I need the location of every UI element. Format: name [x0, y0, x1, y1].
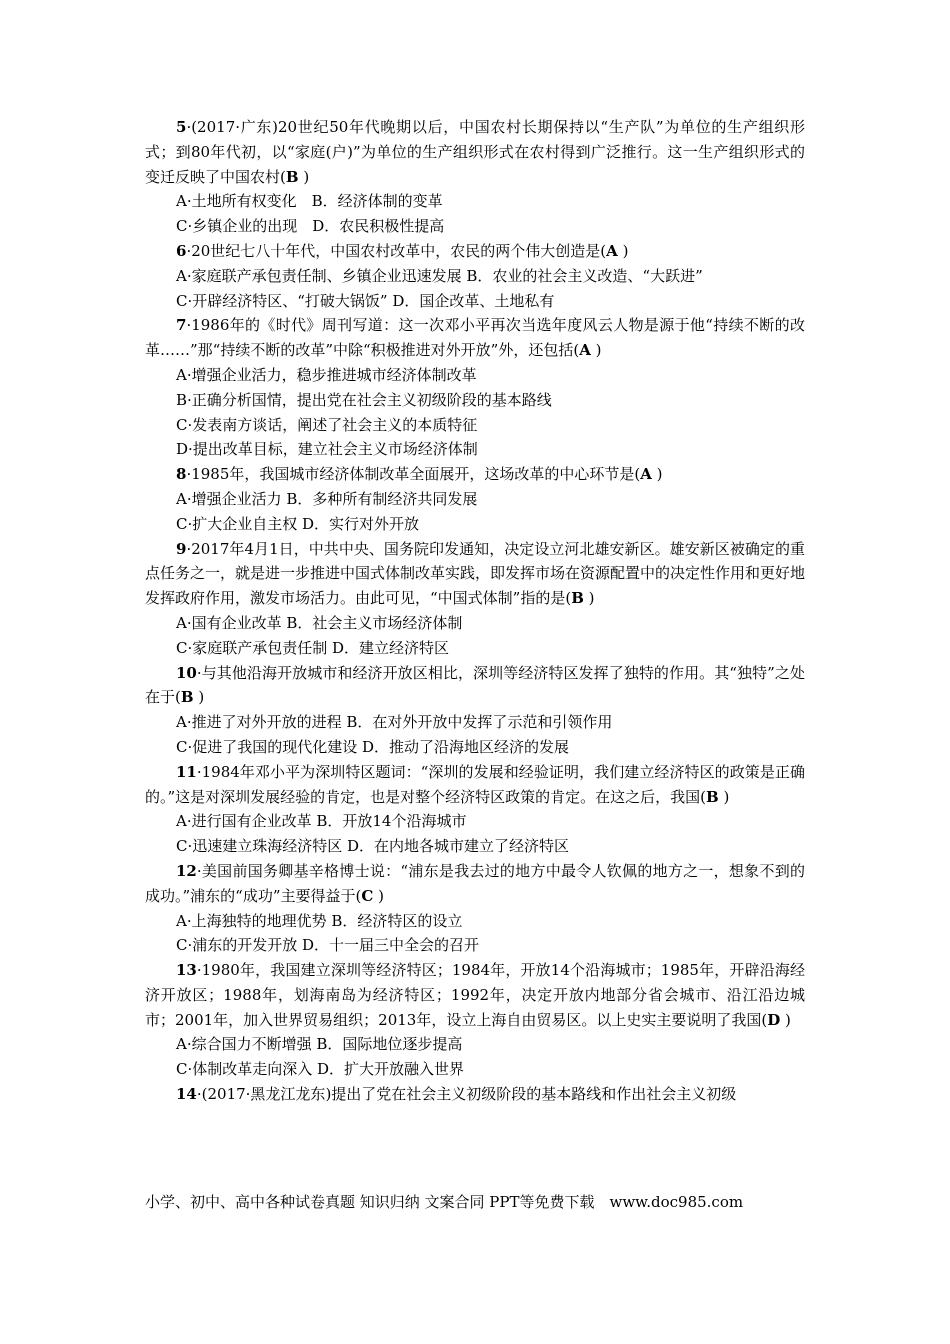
- question-8: 8·1985年，我国城市经济体制改革全面展开，这场改革的中心环节是(A ): [176, 465, 663, 484]
- question-number: 7: [176, 316, 187, 335]
- option-line: C·体制改革走向深入 D．扩大开放融入世界: [176, 1060, 465, 1079]
- question-text: ·美国前国务卿基辛格博士说：“浦东是我去过的地方中最令人钦佩的地方之一，想象不到的成功。”浦东的“成功”主要得益于(: [145, 861, 805, 905]
- option-line: A·国有企业改革 B．社会主义市场经济体制: [176, 613, 463, 632]
- option-line: C·浦东的开发开放 D．十一届三中全会的召开: [176, 936, 480, 955]
- question-9: 9·2017年4月1日，中共中央、国务院印发通知，决定设立河北雄安新区。雄安新区被确定的重点任务之一，就是进一步推进中国式体制改革实践，即发挥市场在资源配置中的决定性作用和更好地发挥政府作用，激发市场活力。由此可见，“中国式体制”指的是(B ): [145, 539, 806, 608]
- question-6: 6·20世纪七八十年代，中国农村改革中，农民的两个伟大创造是(A ): [176, 241, 629, 260]
- option-line: C·开辟经济特区、“打破大锅饭” D．国企改革、土地私有: [176, 291, 555, 310]
- answer: A: [640, 465, 652, 484]
- option-line: C·家庭联产承包责任制 D．建立经济特区: [176, 638, 450, 657]
- answer: B: [180, 688, 194, 707]
- option-line: C·促进了我国的现代化建设 D．推动了沿海地区经济的发展: [176, 737, 570, 756]
- footer-text: 小学、初中、高中各种试卷真题 知识归纳 文案合同 PPT等免费下载 www.doc985.com: [145, 1193, 744, 1211]
- question-11: 11·1984年邓小平为深圳特区题词：“深圳的发展和经验证明，我们建立经济特区的政策是正确的。”这是对深圳发展经验的肯定，也是对整个经济特区政策的肯定。在这之后，我国(B ): [145, 762, 805, 806]
- answer: C: [361, 886, 374, 905]
- option-line: B·正确分析国情，提出党在社会主义初级阶段的基本路线: [176, 390, 552, 409]
- question-text: ·1985年，我国城市经济体制改革全面展开，这场改革的中心环节是(: [186, 465, 641, 484]
- answer: B: [706, 787, 719, 806]
- option-line: A·推进了对外开放的进程 B．在对外开放中发挥了示范和引领作用: [176, 713, 613, 732]
- question-text: ·1984年邓小平为深圳特区题词：“深圳的发展和经验证明，我们建立经济特区的政策是正确的。”这是对深圳发展经验的肯定，也是对整个经济特区政策的肯定。在这之后，我国(: [145, 762, 805, 806]
- question-5: 5·(2017·广东)20世纪50年代晚期以后，中国农村长期保持以“生产队”为单位的生产组织形式；到80年代初，以“家庭(户)”为单位的生产组织形式在农村得到广泛推行。这一生产组织形式的变迁反映了中国农村(B ): [145, 118, 805, 186]
- question-14: [145, 1082, 805, 1107]
- option-line: A·综合国力不断增强 B．国际地位逐步提高: [176, 1035, 463, 1054]
- question-number: 9: [176, 539, 187, 558]
- option-line: C·乡镇企业的出现 D．农民积极性提高: [176, 217, 445, 236]
- question-text: ·1986年的《时代》周刊写道：这一次邓小平再次当选年度风云人物是源于他“持续不断的改革……”那“持续不断的改革”中除“积极推进对外开放”外，还包括(: [145, 316, 805, 360]
- question-13: 13·1980年，我国建立深圳等经济特区；1984年，开放14个沿海城市；1985年，开辟沿海经济开放区；1988年，划海南岛为经济特区；1992年，决定开放内地部分省会城市、沿江沿边城市；2001年，加入世界贸易组织；2013年，设立上海自由贸易区。以上史实主要说明了我国(D ): [145, 961, 805, 1029]
- answer: D: [767, 1010, 781, 1029]
- option-line: A·土地所有权变化 B．经济体制的变革: [176, 192, 443, 211]
- question-10: 10·与其他沿海开放城市和经济开放区相比，深圳等经济特区发挥了独特的作用。其“独特”之处在于(B ): [145, 663, 805, 707]
- answer: B: [285, 167, 299, 186]
- question-number: 14: [176, 1085, 197, 1104]
- option-line: A·增强企业活力 B．多种所有制经济共同发展: [176, 489, 478, 508]
- question-text: ·(2017·广东)20世纪50年代晚期以后，中国农村长期保持以“生产队”为单位的生产组织形式；到80年代初，以“家庭(户)”为单位的生产组织形式在农村得到广泛推行。这一生产组织形式的变迁反映了中国农村(: [145, 118, 805, 186]
- question-text: ·与其他沿海开放城市和经济开放区相比，深圳等经济特区发挥了独特的作用。其“独特”之处在于(: [145, 663, 805, 707]
- answer: B: [571, 589, 584, 608]
- option-line: A·家庭联产承包责任制、乡镇企业迅速发展 B．农业的社会主义改造、“大跃进”: [176, 266, 703, 285]
- question-number: 12: [176, 861, 197, 880]
- question-number: 13: [176, 961, 197, 980]
- question-text: ·1980年，我国建立深圳等经济特区；1984年，开放14个沿海城市；1985年，开辟沿海经济开放区；1988年，划海南岛为经济特区；1992年，决定开放内地部分省会城市、沿江沿边城市；2001年，加入世界贸易组织；2013年，设立上海自由贸易区。以上史实主要说明了我国(: [145, 961, 805, 1029]
- question-text: ·20世纪七八十年代，中国农村改革中，农民的两个伟大创造是(: [186, 241, 607, 260]
- question-text: ·(2017·黑龙江龙东)提出了党在社会主义初级阶段的基本路线和作出社会主义初级: [196, 1085, 737, 1104]
- option-line: C·发表南方谈话，阐述了社会主义的本质特征: [176, 415, 478, 434]
- question-12: 12·美国前国务卿基辛格博士说：“浦东是我去过的地方中最令人钦佩的地方之一，想象不到的成功。”浦东的“成功”主要得益于(C ): [145, 861, 805, 905]
- option-line: C·迅速建立珠海经济特区 D．在内地各城市建立了经济特区: [176, 837, 570, 856]
- option-line: D·提出改革目标，建立社会主义市场经济体制: [176, 440, 478, 459]
- question-7: 7·1986年的《时代》周刊写道：这一次邓小平再次当选年度风云人物是源于他“持续不断的改革……”那“持续不断的改革”中除“积极推进对外开放”外，还包括(A ): [145, 316, 805, 360]
- answer: A: [579, 341, 591, 360]
- question-text: ·2017年4月1日，中共中央、国务院印发通知，决定设立河北雄安新区。雄安新区被确定的重点任务之一，就是进一步推进中国式体制改革实践，即发挥市场在资源配置中的决定性作用和更好地发挥政府作用，激发市场活力。由此可见，“中国式体制”指的是(: [145, 539, 806, 608]
- answer: A: [606, 241, 618, 260]
- option-line: A·上海独特的地理优势 B．经济特区的设立: [176, 911, 463, 930]
- question-number: 8: [176, 465, 187, 484]
- question-number: 6: [176, 241, 187, 260]
- question-list: [145, 115, 805, 1107]
- option-line: C·扩大企业自主权 D．实行对外开放: [176, 514, 420, 533]
- option-line: A·进行国有企业改革 B．开放14个沿海城市: [176, 812, 467, 831]
- option-line: A·增强企业活力，稳步推进城市经济体制改革: [176, 365, 477, 384]
- question-number: 10: [176, 663, 197, 682]
- question-number: 5: [176, 118, 187, 136]
- question-number: 11: [176, 762, 197, 781]
